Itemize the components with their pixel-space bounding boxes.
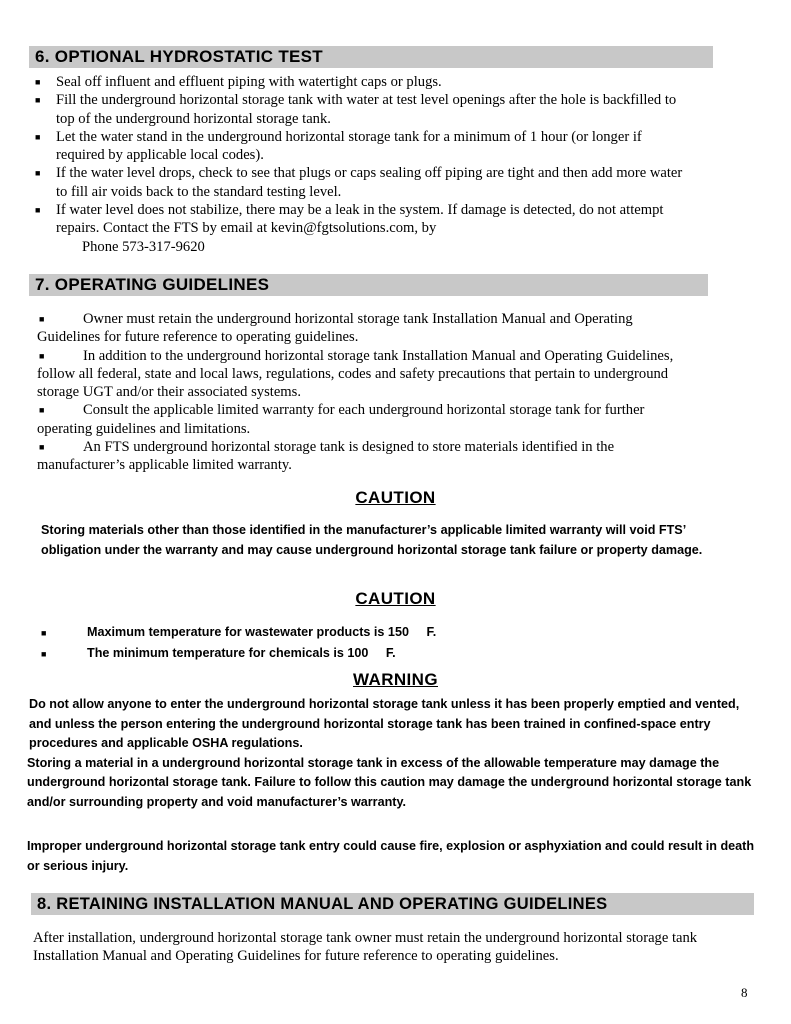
list-item: ■ In addition to the underground horizontal storage tank Installation Manual and Operating Guidelines, follow all federal, state and local laws, regulations, codes and safety precautions that pertain to underground storage UGT and/or their associated systems.	[37, 347, 674, 401]
list-item: ■ An FTS underground horizontal storage tank is designed to store materials identified in the manufacturer’s applicable limited warranty.	[37, 439, 615, 474]
square-bullet-icon: ■	[39, 442, 45, 453]
caution-heading-2: CAUTION	[355, 589, 436, 608]
warning-danger-text: Improper underground horizontal storage tank entry could cause fire, explosion or asphyxiation and could result in death or serious injury.	[27, 839, 755, 873]
section-6-list	[31, 73, 691, 256]
list-item: ■ Seal off influent and effluent piping with watertight caps or plugs.	[35, 74, 442, 90]
section-7-list	[37, 310, 697, 475]
square-bullet-icon: ■	[39, 314, 45, 324]
section-7-heading: 7. OPERATING GUIDELINES	[29, 274, 708, 296]
list-item: ■ Maximum temperature for wastewater products is 150 F.	[41, 623, 641, 644]
list-item: ■ The minimum temperature for chemicals is 100 F.	[41, 644, 641, 665]
list-item: ■ Fill the underground horizontal storage tank with water at test level openings after the hole is backfilled to top of the underground horizontal storage tank.	[35, 92, 677, 127]
square-bullet-icon: ■	[39, 405, 45, 416]
contact-phone: Phone 573-317-9620	[82, 238, 205, 255]
section-8-heading: 8. RETAINING INSTALLATION MANUAL AND OPERATING GUIDELINES	[31, 893, 754, 915]
page-number: 8	[741, 985, 748, 1000]
square-bullet-icon: ■	[39, 350, 45, 361]
list-item: ■ Consult the applicable limited warranty for each underground horizontal storage tank for further operating guidelines and limitations.	[37, 402, 645, 437]
section-6-heading: 6. OPTIONAL HYDROSTATIC TEST	[29, 46, 713, 68]
warning-heading: WARNING	[353, 670, 438, 689]
square-bullet-icon: ■	[35, 95, 41, 106]
warning-paragraph: Storing a material in a underground horizontal storage tank in excess of the allowable temperature may damage the underground horizontal storage tank. Failure to follow this caution may damage the underground horizontal storage tank and/or surrounding property and void manufacturer’s warranty.	[27, 755, 752, 809]
list-item: ■ If water level does not stabilize, there may be a leak in the system. If damage is detected, do not attempt repairs. Contact the FTS by email at kevin@fgtsolutions.com, by	[35, 202, 664, 237]
square-bullet-icon: ■	[35, 205, 41, 216]
list-item: ■ Owner must retain the underground horizontal storage tank Installation Manual and Operating Guidelines for future reference to operating guidelines.	[37, 311, 633, 346]
square-bullet-icon: ■	[35, 77, 41, 87]
section-8-text: After installation, underground horizontal storage tank owner must retain the underground horizontal storage tank Installation Manual and Operating Guidelines for future reference to operating guidelines.	[33, 930, 698, 965]
caution-text: Storing materials other than those identified in the manufacturer’s applicable limited warranty will void FTS’ obligation under the warranty and may cause underground horizontal storage tank failure or property damage.	[41, 523, 703, 557]
temperature-list	[41, 623, 641, 664]
list-item: ■ Let the water stand in the underground horizontal storage tank for a minimum of 1 hour (or longer if required by applicable local codes).	[35, 128, 642, 164]
list-item: ■ If the water level drops, check to see that plugs or caps sealing off piping are tight and then add more water to fill air voids back to the standard testing level.	[35, 165, 683, 200]
caution-heading: CAUTION	[355, 488, 436, 507]
square-bullet-icon: ■	[35, 131, 41, 142]
square-bullet-icon: ■	[41, 648, 47, 659]
warning-paragraph: Do not allow anyone to enter the underground horizontal storage tank unless it has been properly emptied and vented, and unless the person entering the underground horizontal storage tank has been trained in confined-space entry procedures and applicable OSHA regulations.	[29, 697, 740, 751]
square-bullet-icon: ■	[35, 168, 41, 179]
warning-text	[27, 695, 757, 813]
square-bullet-icon: ■	[41, 628, 47, 638]
